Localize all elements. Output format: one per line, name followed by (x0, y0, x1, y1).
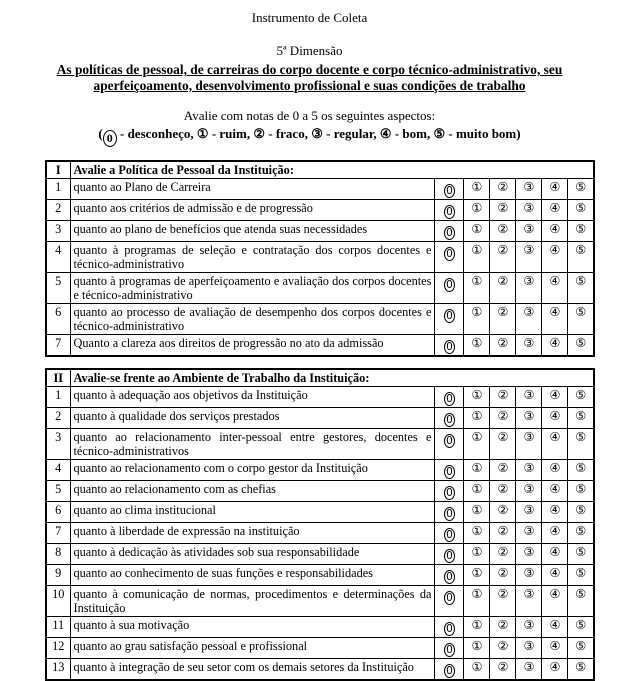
question-text: quanto ao conhecimento de suas funções e responsabilidades (70, 565, 435, 586)
rating-option-1[interactable]: ① (464, 387, 490, 408)
rating-option-0[interactable] (435, 429, 464, 460)
rating-option-4[interactable]: ④ (542, 586, 568, 617)
rating-option-1[interactable]: ① (464, 659, 490, 681)
rating-option-0[interactable] (435, 221, 464, 242)
rating-option-5[interactable]: ⑤ (568, 460, 594, 481)
rating-option-4[interactable]: ④ (542, 304, 568, 335)
rating-option-3[interactable]: ③ (516, 523, 542, 544)
rating-option-3[interactable]: ③ (516, 408, 542, 429)
rating-option-3[interactable]: ③ (516, 335, 542, 357)
question-text: quanto à sua motivação (70, 617, 435, 638)
rating-option-4[interactable]: ④ (542, 565, 568, 586)
rating-option-1[interactable]: ① (464, 523, 490, 544)
rating-option-0[interactable] (435, 523, 464, 544)
rating-option-4[interactable]: ④ (542, 387, 568, 408)
rating-option-3[interactable]: ③ (516, 481, 542, 502)
rating-option-1[interactable]: ① (464, 304, 490, 335)
rating-option-5[interactable]: ⑤ (568, 659, 594, 681)
question-text: quanto aos critérios de admissão e de progressão (70, 200, 435, 221)
question-number: 5 (46, 481, 70, 502)
rating-option-1[interactable]: ① (464, 617, 490, 638)
rating-option-5[interactable]: ⑤ (568, 617, 594, 638)
rating-option-2[interactable]: ② (490, 335, 516, 357)
rating-option-0[interactable] (435, 179, 464, 200)
circled-0-icon: 0 (444, 340, 455, 354)
rating-option-2[interactable]: ② (490, 544, 516, 565)
rating-option-1[interactable]: ① (464, 460, 490, 481)
rating-option-1[interactable]: ① (464, 273, 490, 304)
question-text: quanto ao Plano de Carreira (70, 179, 435, 200)
rating-option-4[interactable]: ④ (542, 273, 568, 304)
question-number: 1 (46, 179, 70, 200)
question-row (46, 429, 594, 460)
rating-option-5[interactable]: ⑤ (568, 586, 594, 617)
question-number: 7 (46, 335, 70, 357)
question-number: 9 (46, 565, 70, 586)
rating-option-3[interactable]: ③ (516, 273, 542, 304)
section-number: I (46, 161, 70, 179)
question-number: 7 (46, 523, 70, 544)
rating-option-2[interactable]: ② (490, 460, 516, 481)
rating-option-0[interactable] (435, 242, 464, 273)
question-row (46, 502, 594, 523)
rating-option-0[interactable] (435, 617, 464, 638)
rating-option-5[interactable]: ⑤ (568, 481, 594, 502)
rating-option-3[interactable]: ③ (516, 304, 542, 335)
rating-option-2[interactable]: ② (490, 179, 516, 200)
question-text: quanto à adequação aos objetivos da Instituição (70, 387, 435, 408)
question-text: quanto ao processo de avaliação de desempenho dos corpos docentes e técnico-administrativo (70, 304, 435, 335)
rating-option-3[interactable]: ③ (516, 460, 542, 481)
circled-0-icon: 0 (444, 643, 455, 657)
rating-option-3[interactable]: ③ (516, 179, 542, 200)
rating-option-5[interactable]: ⑤ (568, 544, 594, 565)
rating-option-4[interactable]: ④ (542, 481, 568, 502)
rating-option-5[interactable]: ⑤ (568, 502, 594, 523)
rating-option-2[interactable]: ② (490, 659, 516, 681)
rating-option-3[interactable]: ③ (516, 565, 542, 586)
rating-option-0[interactable] (435, 586, 464, 617)
question-number: 2 (46, 408, 70, 429)
circled-0-icon: 0 (444, 392, 455, 406)
question-number: 13 (46, 659, 70, 681)
question-row (46, 387, 594, 408)
circled-0-icon: 0 (103, 130, 117, 147)
rating-option-5[interactable]: ⑤ (568, 200, 594, 221)
rating-option-2[interactable]: ② (490, 408, 516, 429)
rating-option-4[interactable]: ④ (542, 335, 568, 357)
rating-option-4[interactable]: ④ (542, 544, 568, 565)
section-header-row (46, 369, 594, 387)
question-row (46, 179, 594, 200)
rating-option-4[interactable]: ④ (542, 617, 568, 638)
rating-option-3[interactable]: ③ (516, 429, 542, 460)
document-title: Instrumento de Coleta (251, 10, 368, 25)
rating-option-4[interactable]: ④ (542, 460, 568, 481)
rating-option-4[interactable]: ④ (542, 200, 568, 221)
rating-option-4[interactable]: ④ (542, 221, 568, 242)
circled-0-icon: 0 (444, 184, 455, 198)
question-text: Quanto a clareza aos direitos de progressão no ato da admissão (70, 335, 435, 357)
question-number: 5 (46, 273, 70, 304)
rating-option-1[interactable]: ① (464, 242, 490, 273)
rating-option-5[interactable]: ⑤ (568, 429, 594, 460)
rating-option-1[interactable]: ① (464, 335, 490, 357)
question-number: 6 (46, 502, 70, 523)
rating-option-0[interactable] (435, 408, 464, 429)
question-row (46, 200, 594, 221)
rating-option-3[interactable]: ③ (516, 221, 542, 242)
rating-option-5[interactable]: ⑤ (568, 304, 594, 335)
rating-option-2[interactable]: ② (490, 565, 516, 586)
question-row (46, 544, 594, 565)
question-text: quanto ao relacionamento inter-pessoal entre gestores, docentes e técnico-administrativos (70, 429, 435, 460)
circled-0-icon: 0 (444, 278, 455, 292)
rating-option-5[interactable]: ⑤ (568, 408, 594, 429)
rating-option-1[interactable]: ① (464, 586, 490, 617)
circled-0-icon: 0 (444, 205, 455, 219)
circled-0-icon: 0 (444, 434, 455, 448)
rating-option-2[interactable]: ② (490, 429, 516, 460)
rating-option-2[interactable]: ② (490, 523, 516, 544)
rating-option-4[interactable]: ④ (542, 408, 568, 429)
question-text: quanto à integração de seu setor com os demais setores da Instituição (70, 659, 435, 681)
rating-option-4[interactable]: ④ (542, 242, 568, 273)
rating-option-0[interactable] (435, 387, 464, 408)
question-number: 11 (46, 617, 70, 638)
question-row (46, 460, 594, 481)
circled-0-icon: 0 (444, 226, 455, 240)
rating-option-4[interactable]: ④ (542, 179, 568, 200)
question-number: 6 (46, 304, 70, 335)
circled-0-icon: 0 (444, 664, 455, 678)
rating-option-2[interactable]: ② (490, 304, 516, 335)
question-number: 10 (46, 586, 70, 617)
dimension-heading: 5ª Dimensão (276, 43, 343, 58)
rating-option-0[interactable] (435, 460, 464, 481)
rating-option-5[interactable]: ⑤ (568, 523, 594, 544)
rating-option-1[interactable]: ① (464, 221, 490, 242)
rating-option-0[interactable] (435, 565, 464, 586)
question-row (46, 335, 594, 357)
rating-option-2[interactable]: ② (490, 242, 516, 273)
section-header-row (46, 161, 594, 179)
rating-option-3[interactable]: ③ (516, 242, 542, 273)
rating-option-2[interactable]: ② (490, 638, 516, 659)
question-row (46, 481, 594, 502)
circled-0-icon: 0 (444, 507, 455, 521)
rating-option-3[interactable]: ③ (516, 617, 542, 638)
rating-option-0[interactable] (435, 304, 464, 335)
rating-option-0[interactable] (435, 659, 464, 681)
question-number: 2 (46, 200, 70, 221)
rating-option-2[interactable]: ② (490, 221, 516, 242)
rating-option-5[interactable]: ⑤ (568, 179, 594, 200)
rating-option-1[interactable]: ① (464, 408, 490, 429)
question-number: 4 (46, 460, 70, 481)
circled-0-icon: 0 (444, 309, 455, 323)
question-text: quanto à programas de seleção e contratação dos corpos docentes e técnico-administrativo (70, 242, 435, 273)
question-text: quanto ao plano de benefícios que atenda suas necessidades (70, 221, 435, 242)
rating-option-2[interactable]: ② (490, 481, 516, 502)
rating-option-4[interactable]: ④ (542, 659, 568, 681)
rating-option-2[interactable]: ② (490, 617, 516, 638)
rating-option-5[interactable]: ⑤ (568, 565, 594, 586)
rating-option-1[interactable]: ① (464, 544, 490, 565)
question-row (46, 221, 594, 242)
question-row (46, 242, 594, 273)
question-text: quanto ao clima institucional (70, 502, 435, 523)
question-text: quanto ao grau satisfação pessoal e profissional (70, 638, 435, 659)
question-row (46, 565, 594, 586)
rating-instruction: Avalie com notas de 0 a 5 os seguintes aspectos: (183, 108, 436, 123)
rating-option-3[interactable]: ③ (516, 638, 542, 659)
rating-option-5[interactable]: ⑤ (568, 638, 594, 659)
rating-option-0[interactable] (435, 481, 464, 502)
section-number: II (46, 369, 70, 387)
question-row (46, 408, 594, 429)
rating-option-0[interactable] (435, 544, 464, 565)
question-text: quanto ao relacionamento com as chefias (70, 481, 435, 502)
section-II-table (45, 368, 595, 681)
rating-option-2[interactable]: ② (490, 200, 516, 221)
rating-option-3[interactable]: ③ (516, 659, 542, 681)
rating-legend: ( 0 - desconheço, ① - ruim, ② - fraco, ③ - regular, ④ - bom, ⑤ - muito bom) (98, 126, 521, 145)
question-number: 3 (46, 221, 70, 242)
question-number: 1 (46, 387, 70, 408)
rating-option-0[interactable] (435, 273, 464, 304)
section-I-table (45, 160, 595, 357)
circled-0-icon: 0 (444, 486, 455, 500)
rating-option-5[interactable]: ⑤ (568, 387, 594, 408)
question-number: 4 (46, 242, 70, 273)
question-row (46, 617, 594, 638)
rating-option-3[interactable]: ③ (516, 544, 542, 565)
rating-option-0[interactable] (435, 200, 464, 221)
question-text: quanto à programas de aperfeiçoamento e avaliação dos corpos docentes e técnico-administrativo (70, 273, 435, 304)
rating-option-0[interactable] (435, 638, 464, 659)
question-row (46, 304, 594, 335)
rating-option-1[interactable]: ① (464, 179, 490, 200)
question-number: 3 (46, 429, 70, 460)
rating-option-1[interactable]: ① (464, 638, 490, 659)
circled-0-icon: 0 (444, 570, 455, 584)
section-heading: Avalie-se frente ao Ambiente de Trabalho da Instituição: (70, 369, 594, 387)
question-text: quanto à liberdade de expressão na instituição (70, 523, 435, 544)
circled-0-icon: 0 (444, 413, 455, 427)
question-text: quanto ao relacionamento com o corpo gestor da Instituição (70, 460, 435, 481)
circled-0-icon: 0 (444, 465, 455, 479)
rating-option-2[interactable]: ② (490, 273, 516, 304)
rating-option-5[interactable]: ⑤ (568, 273, 594, 304)
circled-0-icon: 0 (444, 247, 455, 261)
question-row (46, 523, 594, 544)
rating-option-3[interactable]: ③ (516, 586, 542, 617)
rating-option-0[interactable] (435, 502, 464, 523)
section-heading: Avalie a Política de Pessoal da Instituição: (70, 161, 594, 179)
rating-option-4[interactable]: ④ (542, 429, 568, 460)
dimension-subtitle: As políticas de pessoal, de carreiras do corpo docente e corpo técnico-administrativo, seu aperfeiçoamento, desenvolvimento profissional e suas condições de trabalho (56, 62, 563, 93)
rating-option-4[interactable]: ④ (542, 502, 568, 523)
circled-0-icon: 0 (444, 622, 455, 636)
circled-0-icon: 0 (444, 591, 455, 605)
rating-option-5[interactable]: ⑤ (568, 242, 594, 273)
rating-option-3[interactable]: ③ (516, 502, 542, 523)
rating-option-5[interactable]: ⑤ (568, 335, 594, 357)
rating-option-2[interactable]: ② (490, 502, 516, 523)
question-row (46, 273, 594, 304)
rating-option-4[interactable]: ④ (542, 638, 568, 659)
question-row (46, 659, 594, 681)
rating-option-1[interactable]: ① (464, 481, 490, 502)
question-text: quanto à dedicação às atividades sob sua responsabilidade (70, 544, 435, 565)
rating-option-3[interactable]: ③ (516, 200, 542, 221)
rating-option-1[interactable]: ① (464, 502, 490, 523)
question-text: quanto à comunicação de normas, procedimentos e determinações da Instituição (70, 586, 435, 617)
rating-option-4[interactable]: ④ (542, 523, 568, 544)
rating-option-3[interactable]: ③ (516, 387, 542, 408)
rating-option-2[interactable]: ② (490, 586, 516, 617)
question-row (46, 638, 594, 659)
question-text: quanto à qualidade dos serviços prestados (70, 408, 435, 429)
rating-option-5[interactable]: ⑤ (568, 221, 594, 242)
question-row (46, 586, 594, 617)
rating-option-1[interactable]: ① (464, 565, 490, 586)
rating-option-1[interactable]: ① (464, 200, 490, 221)
circled-0-icon: 0 (444, 528, 455, 542)
question-number: 12 (46, 638, 70, 659)
circled-0-icon: 0 (444, 549, 455, 563)
question-number: 8 (46, 544, 70, 565)
rating-option-0[interactable] (435, 335, 464, 357)
rating-option-1[interactable]: ① (464, 429, 490, 460)
rating-option-2[interactable]: ② (490, 387, 516, 408)
